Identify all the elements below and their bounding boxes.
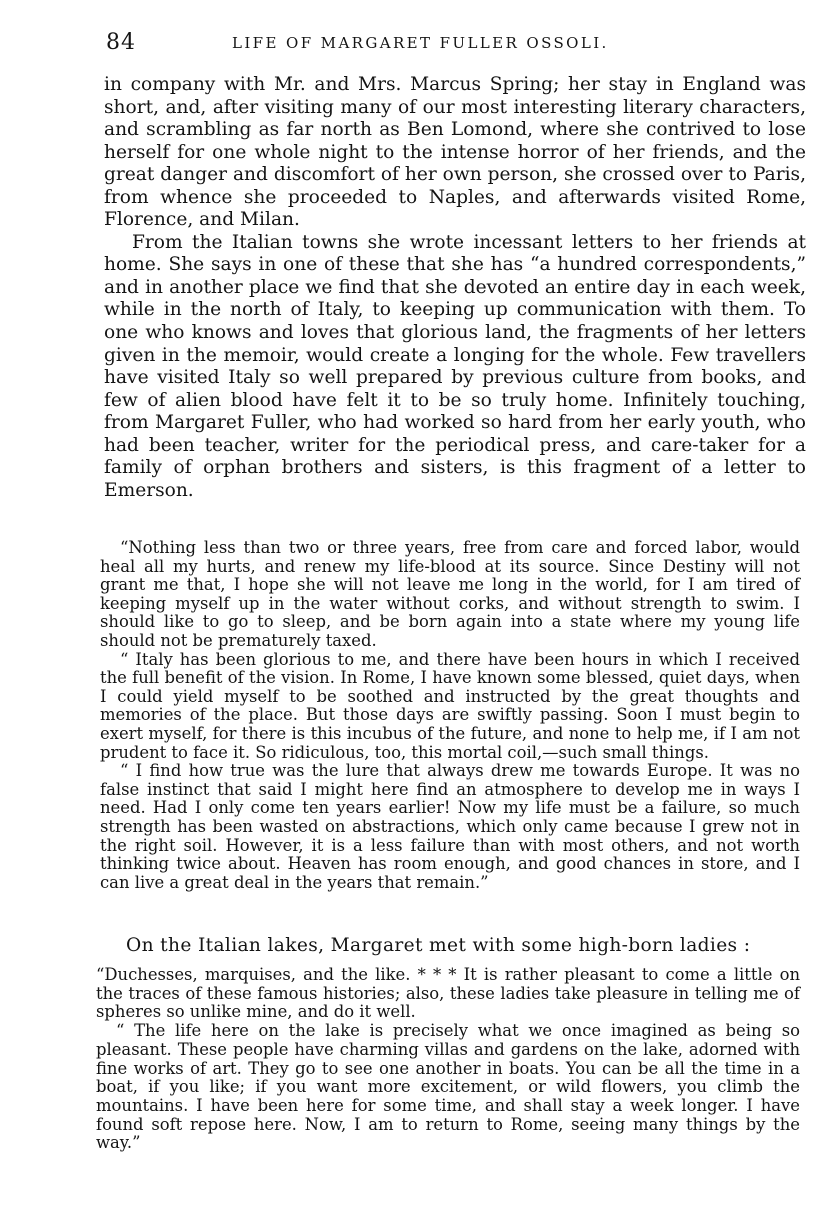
- quote-paragraph: “ I find how true was the lure that always drew me towards Europe. It was no false instinct that said I might here find an atmosphere to develop me in ways I need. Had I only come ten years earlier! Now my life must be a failure, so much strength has been wasted on abstractions, which only came because I grew not in the right soil. However, it is a less failure than with most others, and not worth thinking twice about. Heaven has room enough, and good chances in store, and I can live a great deal in the years that remain.”: [100, 761, 800, 892]
- letter-quote: [100, 539, 800, 892]
- body-paragraph: From the Italian towns she wrote incessant letters to her friends at home. She says in one of these that she has “a hundred correspondents,” and in another place we find that she devoted an entire day in each week, while in the north of Italy, to keeping up communication with them. To one who knows and loves that glorious land, the fragments of her letters given in the memoir, would create a longing for the whole. Few travellers have visited Italy so well prepared by previous culture from books, and few of alien blood have felt it to be so truly home. Infinitely touching, from Margaret Fuller, who had worked so hard from her early youth, who had been teacher, writer for the periodical press, and care-taker for a family of orphan brothers and sisters, is this fragment of a letter to Emerson.: [104, 231, 806, 501]
- quote-paragraph: “ The life here on the lake is precisely what we once imagined as being so pleasant. These people have charming villas and gardens on the lake, adorned with fine works of art. They go to see one another in boats. You can be all the time in a boat, if you like; if you want more excitement, or wild flowers, you climb the mountains. I have been here for some time, and shall stay a week longer. I have found soft repose here. Now, I am to return to Rome, seeing many things by the way.”: [96, 1021, 800, 1153]
- quote-paragraph: “Duchesses, marquises, and the like. * * * It is rather pleasant to come a little on the traces of these famous histories; also, these ladies take pleasure in telling me of spheres so unlike mine, and do it well.: [96, 965, 800, 1022]
- body-paragraph: in company with Mr. and Mrs. Marcus Spring; her stay in England was short, and, after visiting many of our most interesting literary characters, and scrambling as far north as Ben Lomond, where she contrived to lose herself for one whole night to the intense horror of her friends, and the great danger and discomfort of her own person, she crossed over to Paris, from whence she proceeded to Naples, and afterwards visited Rome, Florence, and Milan.: [104, 74, 806, 231]
- running-title: LIFE OF MARGARET FULLER OSSOLI.: [232, 34, 609, 52]
- lakes-quote: [96, 966, 800, 1153]
- running-head: [106, 30, 806, 60]
- intro-line: On the Italian lakes, Margaret met with some high-born ladies :: [126, 935, 751, 956]
- quote-paragraph: “Nothing less than two or three years, free from care and forced labor, would heal all my hurts, and renew my life-blood at its source. Since Destiny will not grant me that, I hope she will not leave me long in the world, for I am tired of keeping myself up in the water without corks, and without strength to swim. I should like to go to sleep, and be born again into a state where my young life should not be prematurely taxed.: [100, 538, 800, 650]
- quote-paragraph: “ Italy has been glorious to me, and there have been hours in which I received the full benefit of the vision. In Rome, I have known some blessed, quiet days, when I could yield myself to be soothed and instructed by the great thoughts and memories of the place. But those days are swiftly passing. Soon I must begin to exert myself, for there is this incubus of the future, and none to help me, if I am not prudent to face it. So ridiculous, too, this mortal coil,—such small things.: [100, 649, 800, 762]
- page-number: 84: [106, 30, 136, 55]
- body-text: [104, 74, 806, 502]
